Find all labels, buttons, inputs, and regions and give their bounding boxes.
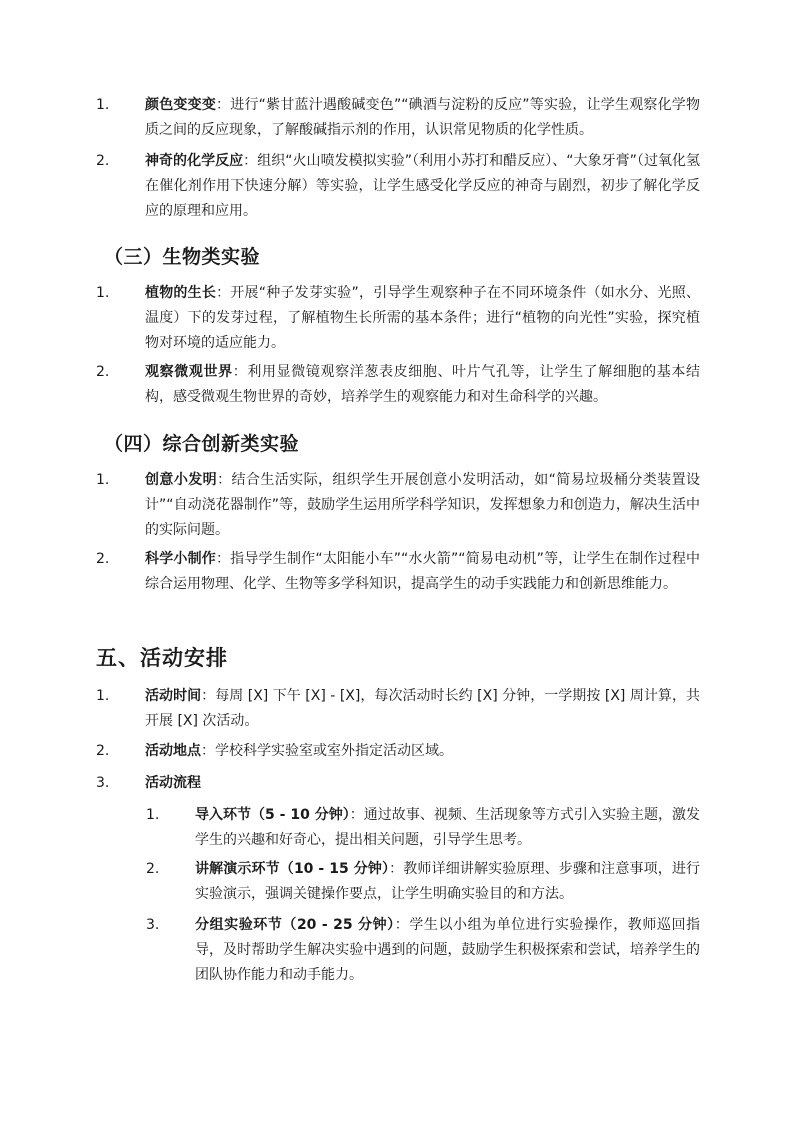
item-title: 观察微观世界 xyxy=(145,364,233,380)
list-number: 2. xyxy=(96,743,110,759)
list-item xyxy=(96,547,700,597)
item-separator: ： xyxy=(216,97,231,113)
item-separator: ： xyxy=(215,551,231,567)
item-title: 神奇的化学反应 xyxy=(145,153,244,169)
list-item xyxy=(96,149,700,224)
item-separator: ： xyxy=(389,861,404,877)
item-text: 指导学生制作“太阳能小车”“水火箭”“简易电动机”等，让学生在制作过程中综合运用物理、化学、生物等多学科知识，提高学生的动手实践能力和创新思维能力。 xyxy=(145,551,701,592)
item-text: 学校科学实验室或室外指定活动区域。 xyxy=(215,743,453,759)
item-title: 创意小发明 xyxy=(145,472,218,488)
item-title: 活动地点 xyxy=(145,743,201,759)
item-text: 结合生活实际，组织学生开展创意小发明活动，如“简易垃圾桶分类装置设计”“自动浇花器制作”等，鼓励学生运用所学科学知识，发挥想象力和创造力，解决生活中的实际问题。 xyxy=(145,472,701,538)
section-heading: （三）生物类实验 xyxy=(104,246,261,268)
section-heading: （四）综合创新类实验 xyxy=(104,433,300,455)
item-text: 开展“种子发芽实验”，引导学生观察种子在不同环境条件（如水分、光照、温度）下的发芽过程，了解植物生长所需的基本条件；进行“植物的向光性”实验，探究植物对环境的适应能力。 xyxy=(145,285,700,351)
item-title: 分组实验环节（20 - 25 分钟） xyxy=(195,917,395,933)
item-separator: ： xyxy=(217,472,232,488)
item-separator: ： xyxy=(201,743,215,759)
item-text: 教师详细讲解实验原理、步骤和注意事项，进行实验演示，强调关键操作要点，让学生明确实验目的和方法。 xyxy=(195,861,700,902)
sub-list-item xyxy=(146,803,700,853)
list-number: 2. xyxy=(96,153,110,169)
list-number: 1. xyxy=(96,285,110,301)
item-title: 颜色变变变 xyxy=(145,97,217,113)
list-number: 3. xyxy=(146,917,160,933)
item-title: 科学小制作 xyxy=(145,551,216,567)
sub-list-item xyxy=(146,913,700,988)
list-number: 2. xyxy=(96,551,110,567)
item-separator: ： xyxy=(232,364,248,380)
item-title: 讲解演示环节（10 - 15 分钟） xyxy=(195,861,390,877)
list-number: 1. xyxy=(96,472,110,488)
item-title: 活动流程 xyxy=(145,775,201,791)
item-separator: ： xyxy=(243,153,258,169)
item-text: 通过故事、视频、生活现象等方式引入实验主题，激发学生的兴趣和好奇心，提出相关问题，引导学生思考。 xyxy=(195,807,701,848)
item-text: 组织“火山喷发模拟实验”（利用小苏打和醋反应）、“大象牙膏”（过氧化氢在催化剂作用下快速分解）等实验，让学生感受化学反应的神奇与剧烈，初步了解化学反应的原理和应用。 xyxy=(145,153,701,219)
item-separator: ： xyxy=(201,688,216,704)
item-separator: ： xyxy=(349,807,364,823)
list-item xyxy=(96,281,700,356)
list-item xyxy=(96,360,700,410)
item-text: 利用显微镜观察洋葱表皮细胞、叶片气孔等，让学生了解细胞的基本结构，感受微观生物世界的奇妙，培养学生的观察能力和对生命科学的兴趣。 xyxy=(145,364,701,405)
item-text: 每周 [X] 下午 [X] - [X]，每次活动时长约 [X] 分钟，一学期按 [X] 周计算，共开展 [X] 次活动。 xyxy=(145,688,701,729)
item-text: 进行“紫甘蓝汁遇酸碱变色”“碘酒与淀粉的反应”等实验，让学生观察化学物质之间的反应现象，了解酸碱指示剂的作用，认识常见物质的化学性质。 xyxy=(145,97,701,138)
list-item xyxy=(96,739,700,764)
list-number: 2. xyxy=(96,364,110,380)
sub-list-item xyxy=(146,857,700,907)
list-item xyxy=(96,468,700,543)
item-separator: ： xyxy=(216,285,231,301)
list-number: 3. xyxy=(96,775,110,791)
list-number: 1. xyxy=(96,688,110,704)
item-title: 活动时间 xyxy=(145,688,202,704)
list-number: 1. xyxy=(146,807,160,823)
item-text: 学生以小组为单位进行实验操作，教师巡回指导，及时帮助学生解决实验中遇到的问题，鼓励学生积极探索和尝试，培养学生的团队协作能力和动手能力。 xyxy=(195,917,701,983)
list-item xyxy=(96,771,700,796)
item-title: 植物的生长 xyxy=(145,285,217,301)
chapter-heading: 五、活动安排 xyxy=(96,646,228,670)
list-item xyxy=(96,684,700,734)
list-item xyxy=(96,93,700,143)
item-separator: ： xyxy=(394,917,410,933)
item-title: 导入环节（5 - 10 分钟） xyxy=(195,807,350,823)
list-number: 2. xyxy=(146,861,160,877)
list-number: 1. xyxy=(96,97,110,113)
